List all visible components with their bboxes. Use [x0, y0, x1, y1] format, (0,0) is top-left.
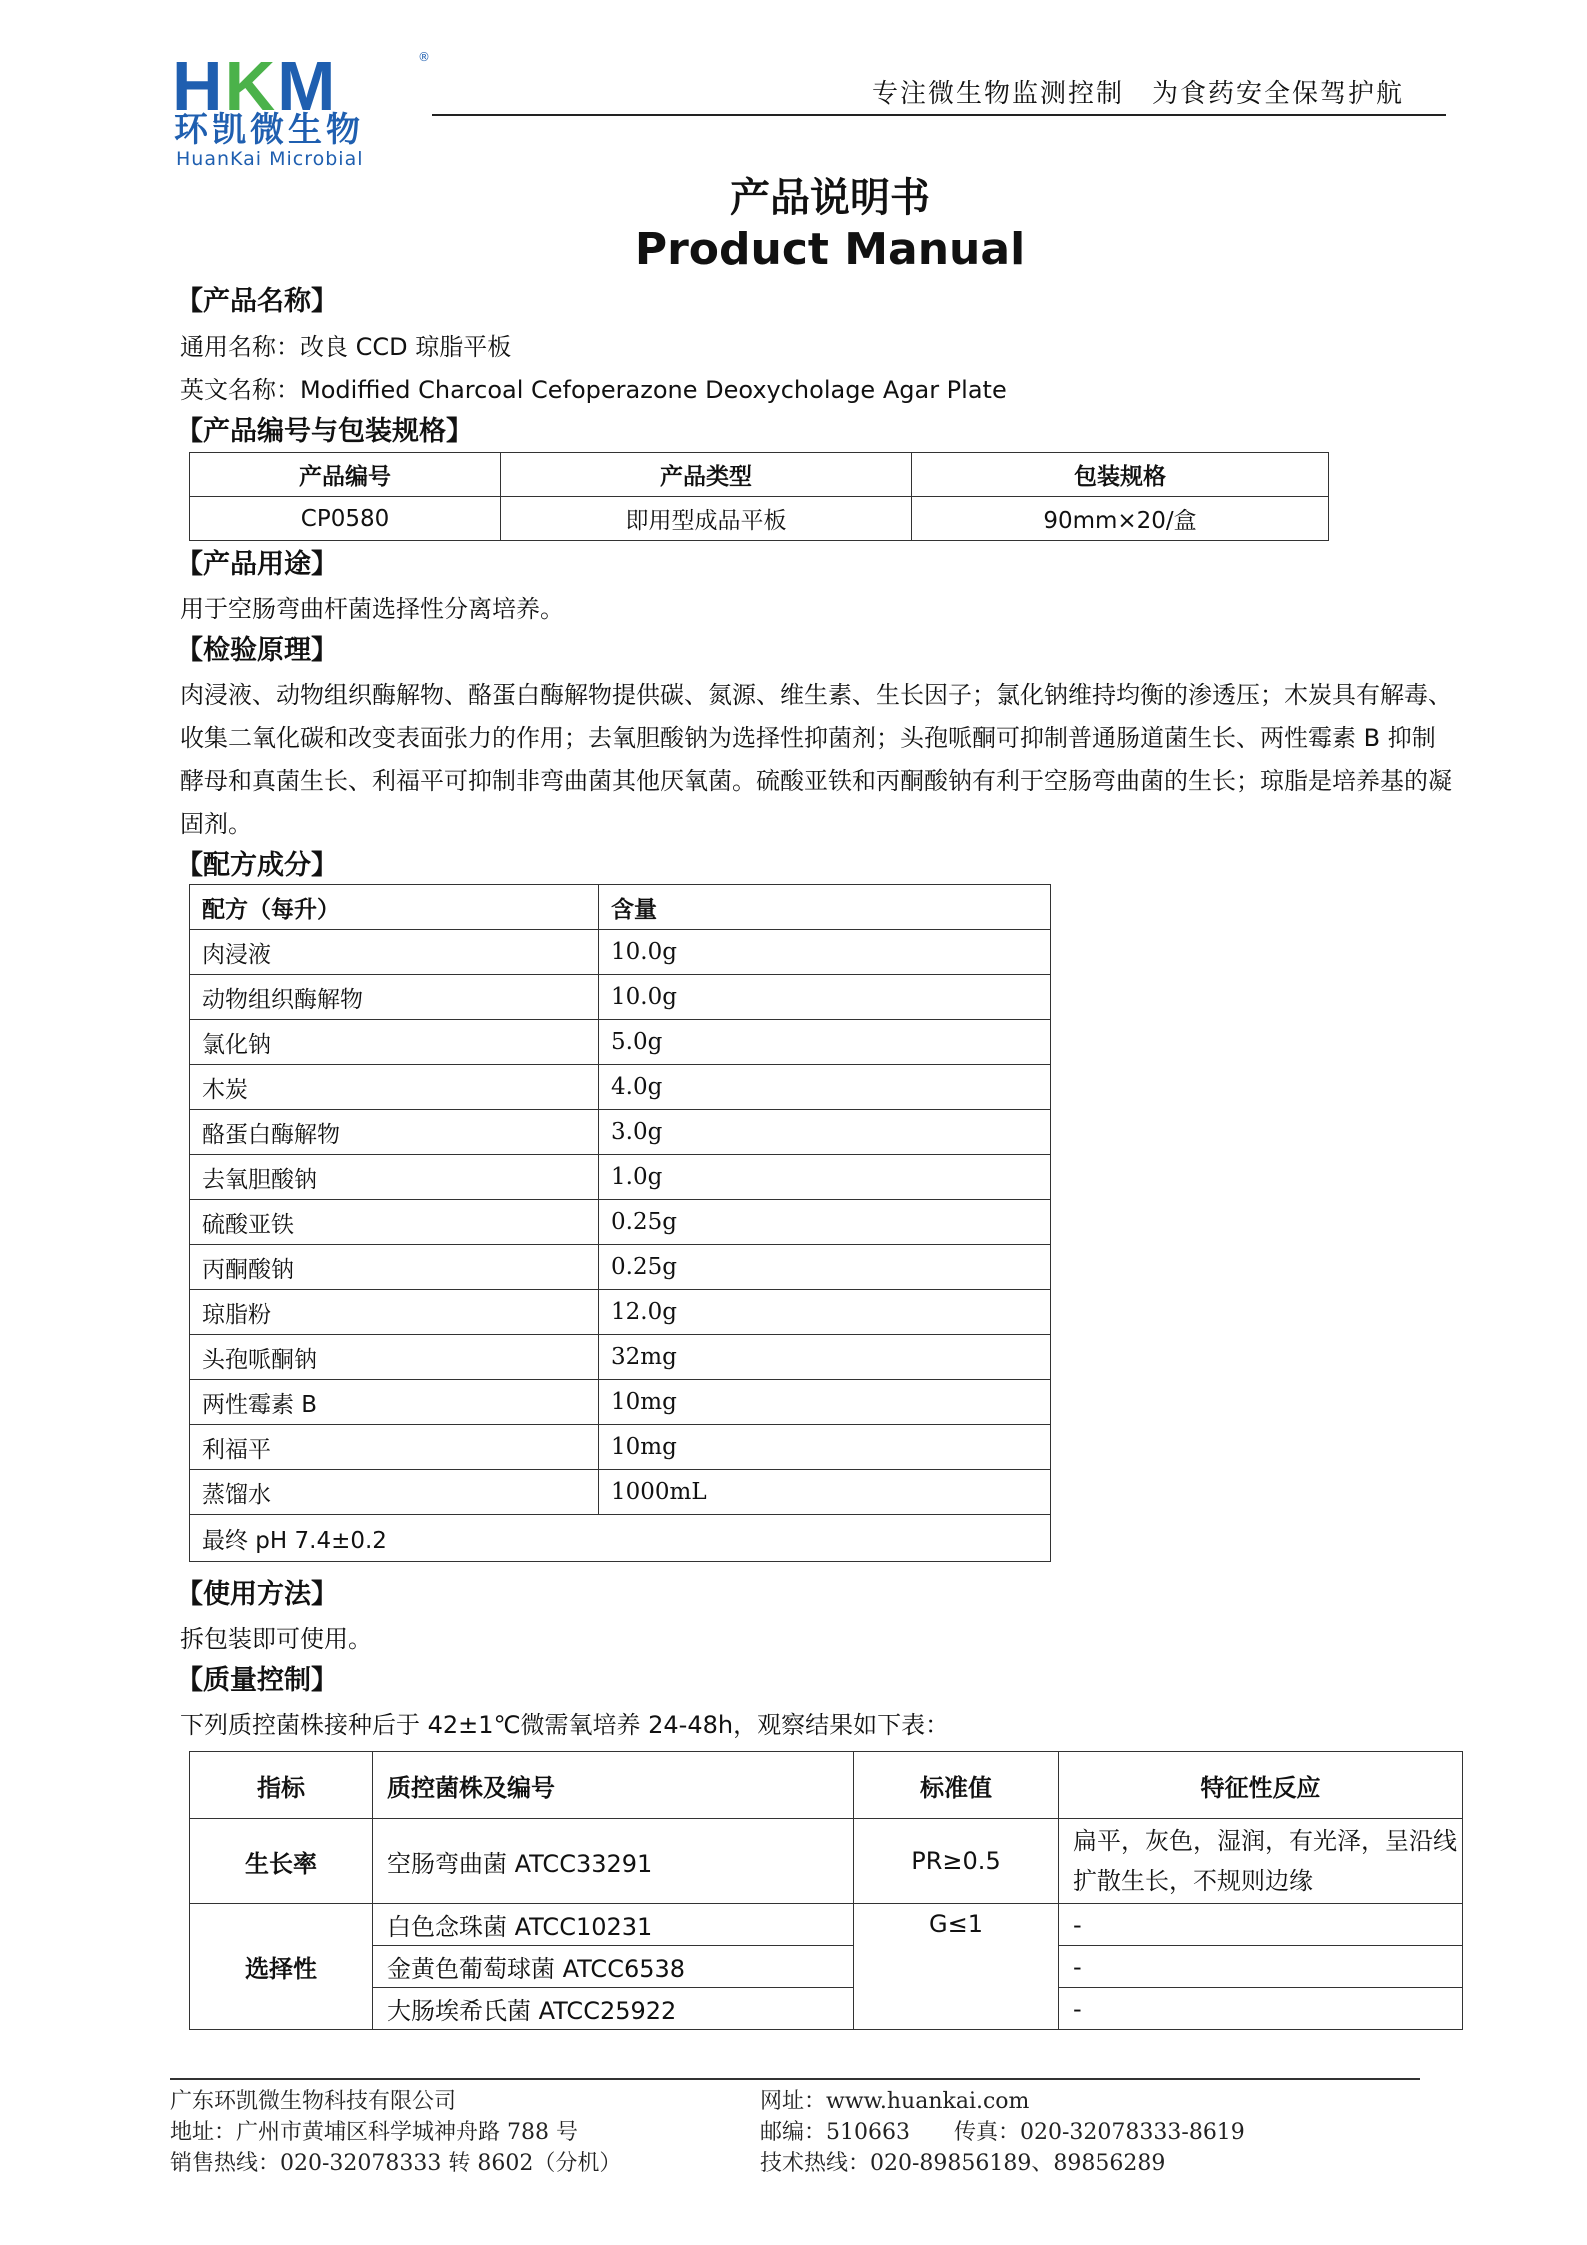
logo-chinese-name: 环凯微生物	[174, 110, 364, 150]
footer-tech-hotline: 技术热线：020-89856189、89856289	[760, 2151, 1166, 2176]
footer-sales-hotline: 销售热线：020-32078333 转 8602（分机）	[170, 2151, 622, 2176]
formula-header	[190, 885, 1051, 930]
ingredient: 琼脂粉	[190, 1290, 599, 1335]
amount: 10mg	[599, 1380, 1051, 1425]
qc-table	[189, 1751, 1463, 2030]
english-name: 英文名称：Modiffied Charcoal Cefoperazone Deoxycholage Agar Plate	[180, 376, 1007, 404]
method-text: 拆包装即可使用。	[180, 1625, 372, 1653]
formula-row	[190, 1110, 1051, 1155]
header-divider	[432, 114, 1446, 116]
amount: 12.0g	[599, 1290, 1051, 1335]
formula-row	[190, 1380, 1051, 1425]
section-heading-use: 【产品用途】	[176, 549, 338, 580]
formula-row	[190, 1335, 1051, 1380]
principle-line: 固剂。	[180, 810, 252, 838]
qc-selectivity-reaction: -	[1059, 1946, 1463, 1988]
logo-english-name: HuanKai Microbial	[176, 148, 364, 170]
qc-selectivity-standard: G≤1	[854, 1904, 1059, 2030]
section-heading-formula: 【配方成分】	[176, 850, 338, 881]
section-heading-qc: 【质量控制】	[176, 1665, 338, 1696]
amount: 10.0g	[599, 975, 1051, 1020]
spec-code: CP0580	[190, 497, 501, 541]
ingredient: 氯化钠	[190, 1020, 599, 1065]
footer-company: 广东环凯微生物科技有限公司	[170, 2089, 457, 2114]
formula-row	[190, 1425, 1051, 1470]
qc-header	[190, 1752, 1463, 1819]
qc-growth-standard: PR≥0.5	[854, 1819, 1059, 1904]
footer-website: 网址：www.huankai.com	[760, 2089, 1030, 2114]
amount: 0.25g	[599, 1245, 1051, 1290]
section-heading-principle: 【检验原理】	[176, 635, 338, 666]
ingredient: 动物组织酶解物	[190, 975, 599, 1020]
footer-divider	[170, 2078, 1420, 2080]
spec-type: 即用型成品平板	[501, 497, 912, 541]
qc-header-strain: 质控菌株及编号	[373, 1752, 854, 1819]
company-logo	[172, 46, 432, 170]
amount: 32mg	[599, 1335, 1051, 1380]
ingredient: 利福平	[190, 1425, 599, 1470]
amount: 10mg	[599, 1425, 1051, 1470]
qc-growth-strain: 空肠弯曲菌 ATCC33291	[373, 1819, 854, 1904]
ingredient: 木炭	[190, 1065, 599, 1110]
qc-selectivity-strain: 金黄色葡萄球菌 ATCC6538	[373, 1946, 854, 1988]
formula-row	[190, 1065, 1051, 1110]
formula-row	[190, 1200, 1051, 1245]
page-title-chinese: 产品说明书	[730, 175, 930, 221]
formula-row	[190, 1470, 1051, 1515]
qc-growth-reaction	[1059, 1819, 1463, 1904]
qc-growth-reaction-line: 扩散生长，不规则边缘	[1073, 1867, 1313, 1895]
qc-growth-reaction-line: 扁平，灰色，湿润，有光泽，呈沿线	[1073, 1827, 1457, 1855]
ingredient: 硫酸亚铁	[190, 1200, 599, 1245]
formula-row	[190, 975, 1051, 1020]
amount: 4.0g	[599, 1065, 1051, 1110]
header-slogan: 专注微生物监测控制 为食药安全保驾护航	[872, 79, 1405, 109]
footer-address: 地址：广州市黄埔区科学城神舟路 788 号	[170, 2120, 578, 2145]
logo-letter-k: K	[224, 47, 278, 125]
formula-header-ingredient: 配方（每升）	[190, 885, 599, 930]
final-ph: 最终 pH 7.4±0.2	[190, 1515, 1051, 1562]
spec-pack: 90mm×20/盒	[912, 497, 1329, 541]
formula-row	[190, 930, 1051, 975]
qc-selectivity-strain: 白色念珠菌 ATCC10231	[373, 1904, 854, 1946]
qc-intro: 下列质控菌株接种后于 42±1℃微需氧培养 24-48h，观察结果如下表：	[180, 1711, 950, 1739]
logo-letters-text: HKM	[172, 47, 338, 125]
formula-header-amount: 含量	[599, 885, 1051, 930]
ingredient: 去氧胆酸钠	[190, 1155, 599, 1200]
formula-row	[190, 1290, 1051, 1335]
section-heading-name: 【产品名称】	[176, 286, 338, 317]
amount: 1000mL	[599, 1470, 1051, 1515]
logo-registered-mark: ®	[418, 50, 430, 64]
spec-table-header	[190, 453, 1329, 497]
amount: 3.0g	[599, 1110, 1051, 1155]
qc-selectivity-label: 选择性	[190, 1904, 373, 2030]
spec-table-row	[190, 497, 1329, 541]
qc-selectivity-row	[190, 1946, 1463, 1988]
formula-ph-row	[190, 1515, 1051, 1562]
section-heading-spec: 【产品编号与包装规格】	[176, 416, 473, 447]
qc-selectivity-reaction: -	[1059, 1988, 1463, 2030]
principle-line: 酵母和真菌生长、利福平可抑制非弯曲菌其他厌氧菌。硫酸亚铁和丙酮酸钠有利于空肠弯曲菌的生长；琼脂是培养基的凝	[180, 767, 1452, 795]
amount: 5.0g	[599, 1020, 1051, 1065]
qc-growth-label: 生长率	[190, 1819, 373, 1904]
ingredient: 两性霉素 B	[190, 1380, 599, 1425]
footer-postal-fax: 邮编：510663 传真：020-32078333-8619	[760, 2120, 1245, 2145]
ingredient: 蒸馏水	[190, 1470, 599, 1515]
formula-table	[189, 884, 1051, 1562]
formula-row	[190, 1155, 1051, 1200]
qc-header-reaction: 特征性反应	[1059, 1752, 1463, 1819]
spec-header-type: 产品类型	[501, 453, 912, 497]
qc-selectivity-row	[190, 1904, 1463, 1946]
common-name: 通用名称：改良 CCD 琼脂平板	[180, 333, 512, 361]
spec-header-code: 产品编号	[190, 453, 501, 497]
ingredient: 丙酮酸钠	[190, 1245, 599, 1290]
section-heading-method: 【使用方法】	[176, 1579, 338, 1610]
qc-header-indicator: 指标	[190, 1752, 373, 1819]
formula-row	[190, 1020, 1051, 1065]
principle-line: 收集二氧化碳和改变表面张力的作用；去氧胆酸钠为选择性抑菌剂；头孢哌酮可抑制普通肠道菌生长、两性霉素 B 抑制	[180, 724, 1436, 752]
amount: 10.0g	[599, 930, 1051, 975]
spec-table	[189, 452, 1329, 541]
qc-selectivity-row	[190, 1988, 1463, 2030]
qc-selectivity-reaction: -	[1059, 1904, 1463, 1946]
qc-header-standard: 标准值	[854, 1752, 1059, 1819]
formula-row	[190, 1245, 1051, 1290]
ingredient: 头孢哌酮钠	[190, 1335, 599, 1380]
amount: 0.25g	[599, 1200, 1051, 1245]
amount: 1.0g	[599, 1155, 1051, 1200]
spec-header-pack: 包装规格	[912, 453, 1329, 497]
principle-line: 肉浸液、动物组织酶解物、酪蛋白酶解物提供碳、氮源、维生素、生长因子；氯化钠维持均衡的渗透压；木炭具有解毒、	[180, 681, 1452, 709]
qc-selectivity-strain: 大肠埃希氏菌 ATCC25922	[373, 1988, 854, 2030]
ingredient: 肉浸液	[190, 930, 599, 975]
use-text: 用于空肠弯曲杆菌选择性分离培养。	[180, 595, 564, 623]
page-title-english: Product Manual	[634, 224, 1026, 275]
ingredient: 酪蛋白酶解物	[190, 1110, 599, 1155]
qc-growth-row	[190, 1819, 1463, 1904]
